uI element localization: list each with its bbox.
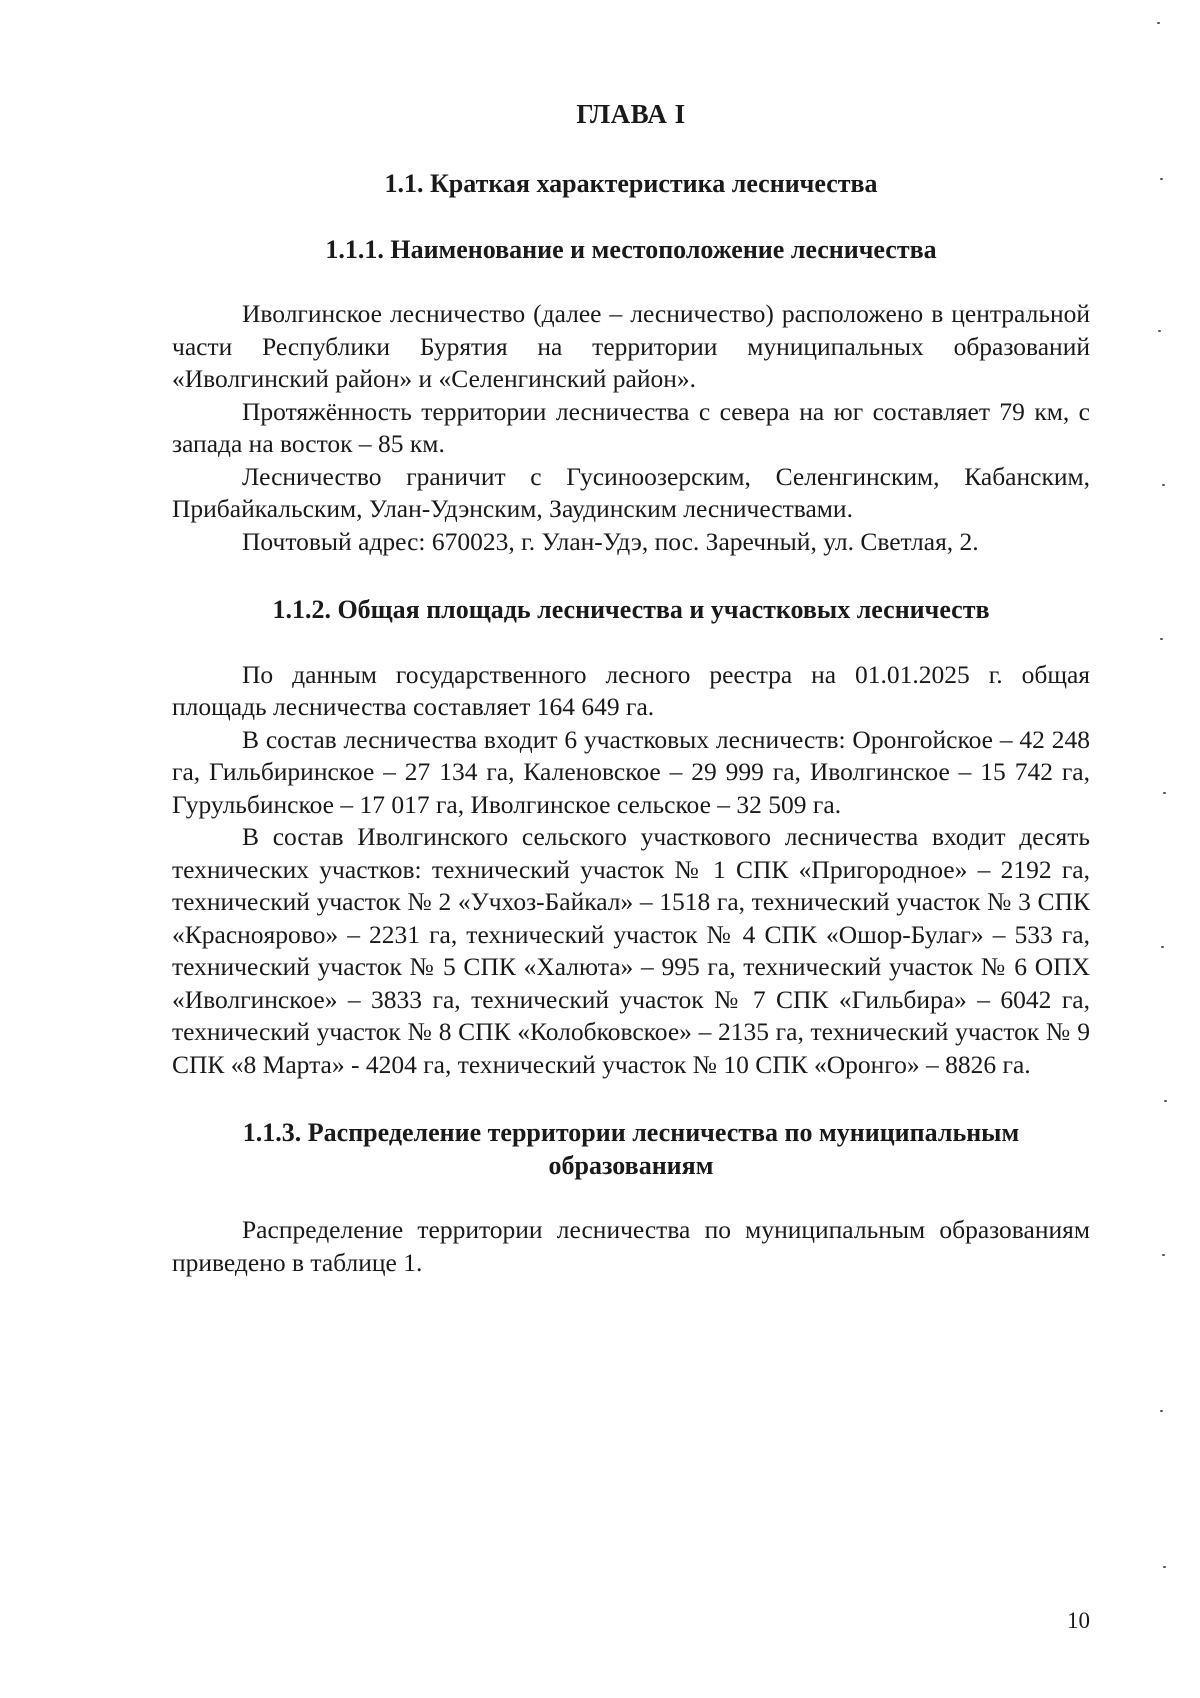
paragraph: Протяжённость территории лесничества с севера на юг составляет 79 км, с запада на восток – 85 км. (172, 396, 1090, 459)
scan-speck (1158, 330, 1161, 332)
scan-speck (1163, 792, 1166, 794)
document-body (172, 98, 1090, 1279)
subsection-title-1-1-2: 1.1.2. Общая площадь лесничества и участковых лесничеств (272, 595, 990, 625)
page-number: 10 (1067, 1608, 1090, 1633)
subsection-body-1-1-1 (172, 298, 1090, 558)
scan-speck (1161, 946, 1164, 948)
scan-speck (1164, 1100, 1167, 1102)
subsection-title-1-1-3: 1.1.3. Распределение территории лесничества по муниципальным образованиям (242, 1118, 1020, 1180)
paragraph: Лесничество граничит с Гусиноозерским, Селенгинским, Кабанским, Прибайкальским, Улан-Удэнским, Заудинским лесничествами. (172, 461, 1090, 524)
subsection-body-1-1-3 (172, 1214, 1090, 1279)
scan-speck (1160, 638, 1163, 640)
chapter-title: ГЛАВА I (576, 99, 686, 129)
scan-speck (1160, 178, 1163, 180)
paragraph: В состав лесничества входит 6 участковых лесничеств: Оронгойское – 42 248 га, Гильбиринское – 27 134 га, Каленовское – 29 999 га, Иволгинское – 15 742 га, Гурульбинское – 17 017 га, Иволгинское сельское – 32 509 га. (172, 724, 1090, 819)
section-title: 1.1. Краткая характеристика лесничества (384, 169, 878, 199)
paragraph: По данным государственного лесного реестра на 01.01.2025 г. общая площадь лесничества составляет 164 649 га. (172, 659, 1090, 722)
scan-speck (1162, 1254, 1165, 1256)
subsection-body-1-1-2 (172, 659, 1090, 1082)
paragraph: Почтовый адрес: 670023, г. Улан-Удэ, пос. Заречный, ул. Светлая, 2. (242, 526, 979, 556)
scan-speck (1160, 1410, 1163, 1412)
paragraph: В состав Иволгинского сельского участкового лесничества входит десять технических участков: технический участок № 1 СПК «Пригородное» – 2192 га, технический участок № 2 «Учхоз-Байкал» – 1518 га, технический участок № 3 СПК «Краснoярово» – 2231 га, технический участок № 4 СПК «Ошор-Булаг» – 533 га, технический участок № 5 СПК «Халюта» – 995 га, технический участок № 6 ОПХ «Иволгинское» – 3833 га, технический участок № 7 СПК «Гильбира» – 6042 га, технический участок № 8 СПК «Колобковское» – 2135 га, технический участок № 9 СПК «8 Марта» - 4204 га, технический участок № 10 СПК «Оронго» – 8826 га. (172, 822, 1090, 1079)
paragraph: Распределение территории лесничества по муниципальным образованиям приведено в таблице 1. (172, 1215, 1090, 1277)
paragraph: Иволгинское лесничество (далее – лесничество) расположено в центральной части Республики Бурятия на территории муниципальных образований «Иволгинский район» и «Селенгинский район». (172, 299, 1090, 394)
scan-speck (1163, 1566, 1166, 1568)
scan-speck (1162, 484, 1165, 486)
subsection-title-1-1-1: 1.1.1. Наименование и местоположение лесничества (325, 234, 937, 264)
scan-speck (1157, 22, 1160, 24)
